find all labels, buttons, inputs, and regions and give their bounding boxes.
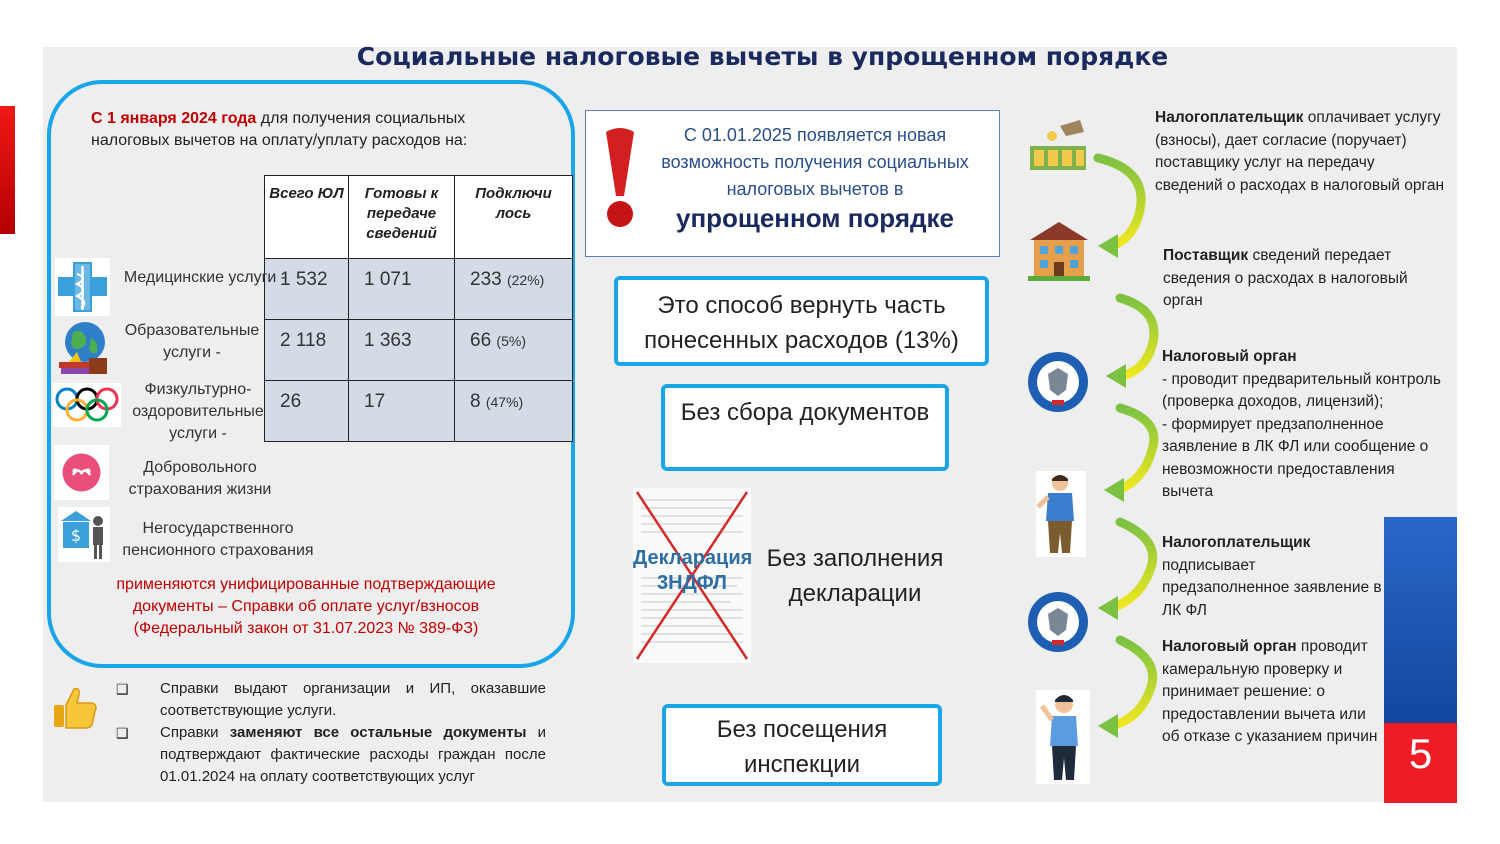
list-item: ❑ Справки заменяют все остальные документы и подтверждают фактические расходы граждан после 01.01.2024 на оплату соответствующих услуг <box>110 722 546 788</box>
flow-arrows <box>1090 150 1170 770</box>
step-3: Налоговый орган - проводит предварительный контроль (проверка доходов, лицензий); - формирует предзаполненное заявление в ЛК ФЛ или сообщение о невозможности предоставления вычета <box>1162 348 1441 500</box>
thumbs-up-icon <box>52 683 100 731</box>
red-accent-bar <box>0 106 15 234</box>
cell-ready: 17 <box>349 381 455 442</box>
step-5: Налоговый орган проводит камеральную проверку и принимает решение: о предоставлении вычета или об отказе с указанием причин <box>1162 638 1378 745</box>
header-total: Всего ЮЛ <box>265 176 349 259</box>
medical-icon <box>55 258 110 316</box>
payment-hand-icon <box>1026 116 1090 173</box>
cell-total: 26 <box>265 381 349 442</box>
cell-total: 1 532 <box>265 259 349 320</box>
checkbox-bullet-icon: ❑ <box>116 725 129 741</box>
benefit-no-declaration: Без заполнения декларации <box>766 545 944 607</box>
step-2: Поставщик сведений передает сведения о расходах в налоговый орган <box>1163 247 1408 309</box>
life-insurance-icon <box>54 445 109 500</box>
supplier-building-icon <box>1026 218 1092 282</box>
cell-total: 2 118 <box>265 320 349 381</box>
benefit-no-documents: Без сбора документов <box>661 384 949 471</box>
table-row <box>265 381 573 442</box>
bullet-list <box>110 678 546 788</box>
category-sport: Физкультурно-оздоровительные услуги - <box>132 381 264 442</box>
category-medical: Медицинские услуги - <box>123 269 287 286</box>
cell-connected: 66 (5%) <box>455 320 573 381</box>
step-4: Налогоплательщик подписывает предзаполненное заявление в ЛК ФЛ <box>1162 534 1382 619</box>
announcement-text: С 01.01.2025 появляется новая возможность получения социальных налоговых вычетов в <box>661 125 969 199</box>
header-ready: Готовы к передаче сведений <box>349 176 455 259</box>
declaration-stamp: Декларация 3НДФЛ <box>633 547 753 594</box>
table-row <box>265 320 573 381</box>
stats-table <box>264 175 573 442</box>
table-row <box>265 259 573 320</box>
category-education: Образовательные услуги - <box>124 322 260 361</box>
blue-accent-bar <box>1384 517 1457 723</box>
benefit-refund: Это способ вернуть часть понесенных расходов (13%) <box>614 276 989 366</box>
documents-note: применяются унифицированные подтверждающие документы – Справки об оплате услуг/взносов (Федеральный закон от 31.07.2023 № 389-ФЗ) <box>116 576 496 637</box>
taxpayer-man-icon <box>1036 471 1086 557</box>
education-icon <box>55 318 113 378</box>
tax-service-emblem-icon <box>1026 350 1090 414</box>
taxpayer-man-waving-icon <box>1036 690 1090 784</box>
cell-connected: 233 (22%) <box>455 259 573 320</box>
list-item: ❑ Справки выдают организации и ИП, оказавшие соответствующие услуги. <box>110 678 546 722</box>
step-1: Налогоплательщик оплачивает услугу (взносы), дает согласие (поручает) поставщику услуг на передачу сведений о расходах в налоговый орган <box>1155 109 1444 194</box>
page-number: 5 <box>1408 730 1433 777</box>
exclamation-icon <box>600 126 640 230</box>
checkbox-bullet-icon: ❑ <box>116 681 129 697</box>
cell-connected: 8 (47%) <box>455 381 573 442</box>
announcement-highlight: упрощенном порядке <box>675 203 954 233</box>
tax-service-emblem-icon-2 <box>1026 590 1090 654</box>
pension-icon <box>58 507 110 562</box>
intro-date: С 1 января 2024 года <box>91 110 257 127</box>
category-pension: Негосударственного пенсионного страхования <box>122 520 314 559</box>
intro-text <box>91 108 531 152</box>
cell-ready: 1 071 <box>349 259 455 320</box>
benefit-no-visit: Без посещения инспекции <box>662 704 942 786</box>
category-life-insurance: Добровольного страхования жизни <box>128 459 272 498</box>
slide-title: Социальные налоговые вычеты в упрощенном порядке <box>356 42 1169 71</box>
header-connected: Подключи лось <box>455 176 573 259</box>
olympic-rings-icon <box>53 383 121 427</box>
cell-ready: 1 363 <box>349 320 455 381</box>
intro-rest: для получения социальных налоговых вычетов на оплату/уплату расходов на: <box>91 110 468 149</box>
svg-text:$: $ <box>70 526 82 545</box>
